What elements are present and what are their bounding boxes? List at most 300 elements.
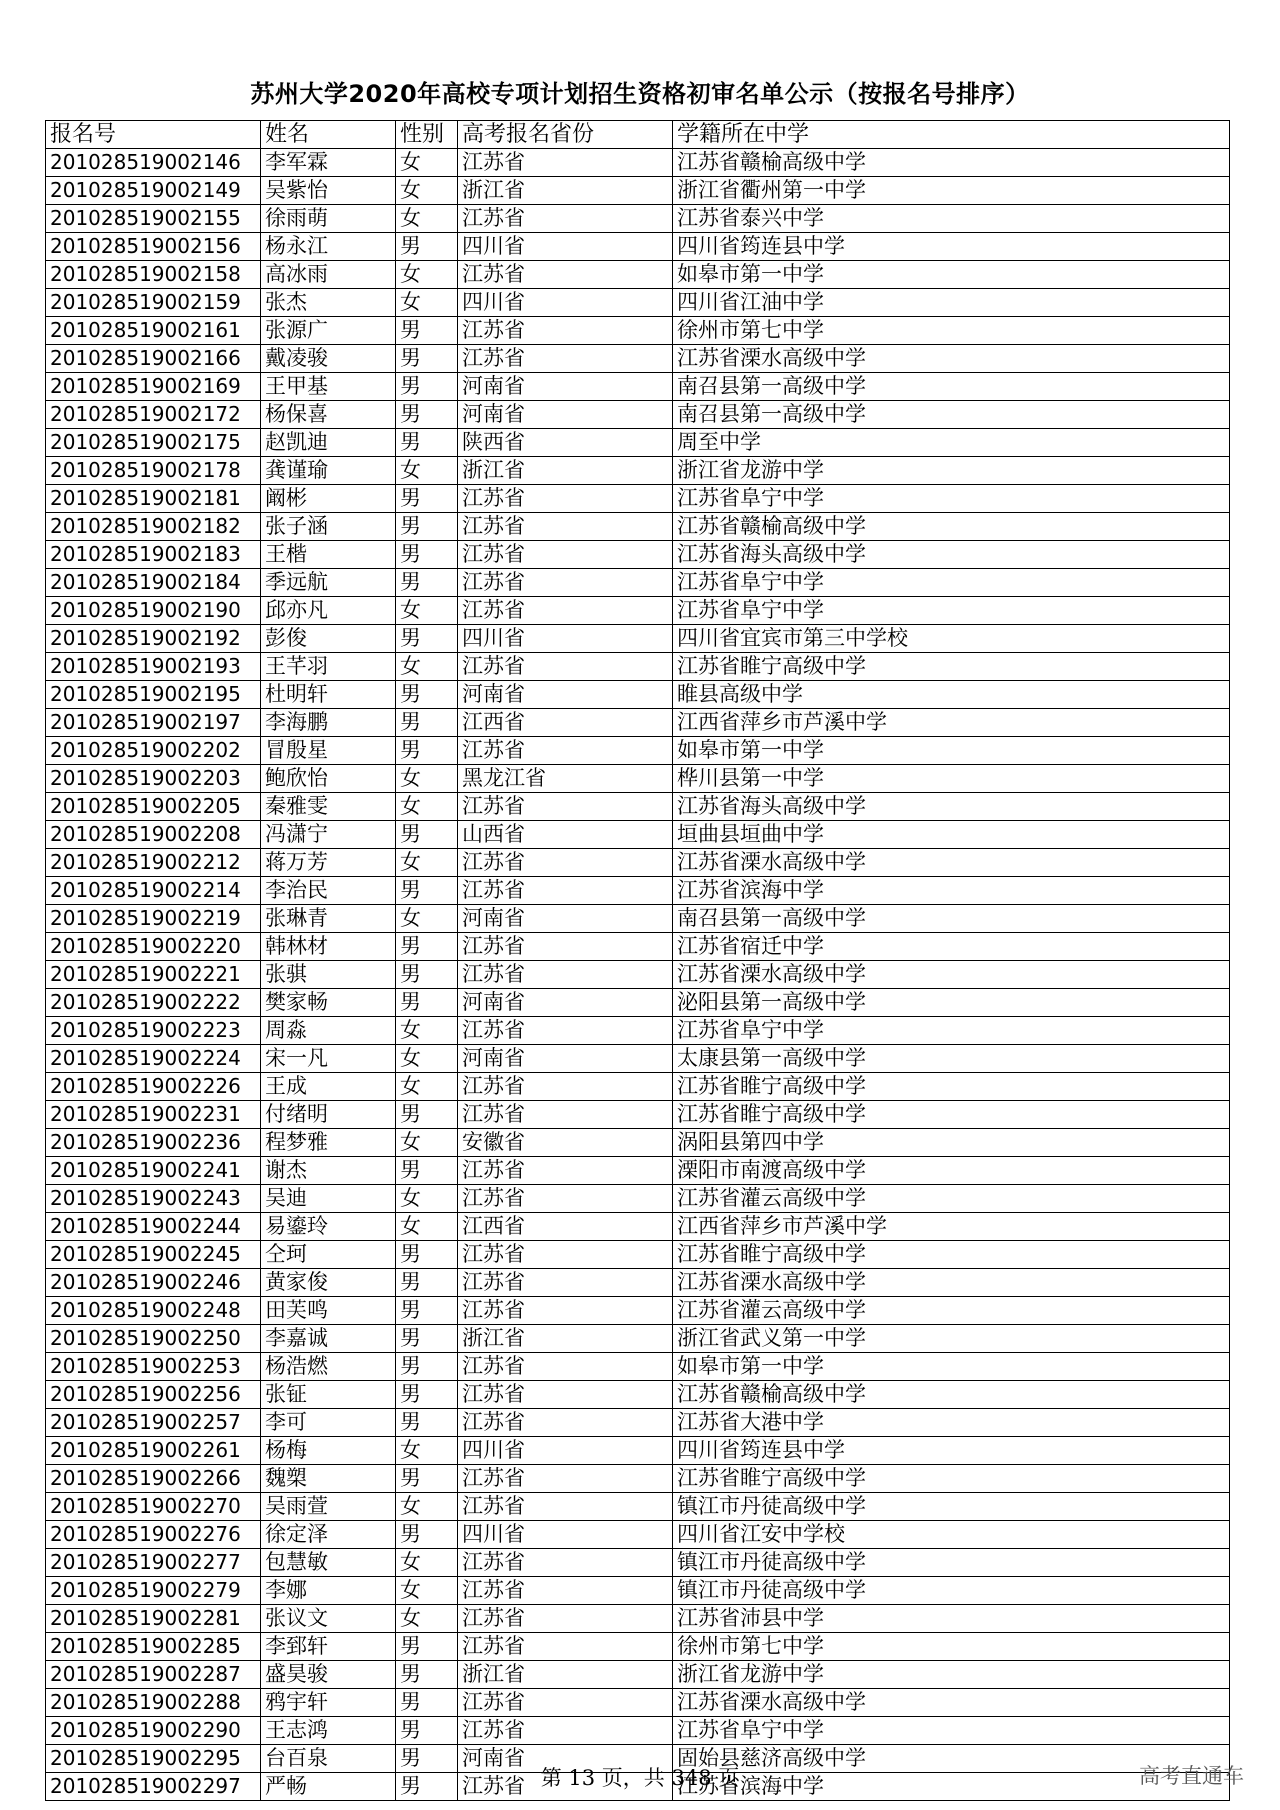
- gender-cell: 女: [396, 1213, 458, 1241]
- school-cell: 四川省江油中学: [673, 289, 1230, 317]
- registration-id-cell: 201028519002156: [46, 233, 261, 261]
- school-cell: 四川省筠连县中学: [673, 233, 1230, 261]
- province-cell: 四川省: [458, 1521, 673, 1549]
- table-row: [46, 1409, 1230, 1437]
- name-cell: 赵凯迪: [261, 429, 396, 457]
- gender-cell: 男: [396, 1717, 458, 1745]
- school-cell: 桦川县第一中学: [673, 765, 1230, 793]
- table-row: [46, 1689, 1230, 1717]
- table-row: [46, 149, 1230, 177]
- province-cell: 江西省: [458, 1213, 673, 1241]
- name-cell: 冒殷星: [261, 737, 396, 765]
- registration-id-cell: 201028519002219: [46, 905, 261, 933]
- name-cell: 仝珂: [261, 1241, 396, 1269]
- name-cell: 吴迪: [261, 1185, 396, 1213]
- registration-id-cell: 201028519002149: [46, 177, 261, 205]
- registration-id-cell: 201028519002184: [46, 569, 261, 597]
- table-row: [46, 457, 1230, 485]
- table-row: [46, 625, 1230, 653]
- province-cell: 黑龙江省: [458, 765, 673, 793]
- name-cell: 张子涵: [261, 513, 396, 541]
- registration-id-cell: 201028519002169: [46, 373, 261, 401]
- name-cell: 杨浩燃: [261, 1353, 396, 1381]
- province-cell: 四川省: [458, 1437, 673, 1465]
- school-cell: 江苏省灌云高级中学: [673, 1297, 1230, 1325]
- registration-id-cell: 201028519002182: [46, 513, 261, 541]
- province-cell: 江苏省: [458, 1633, 673, 1661]
- name-cell: 张源广: [261, 317, 396, 345]
- school-cell: 江苏省溧水高级中学: [673, 345, 1230, 373]
- school-cell: 江苏省阜宁中学: [673, 597, 1230, 625]
- gender-cell: 男: [396, 1157, 458, 1185]
- registration-id-cell: 201028519002190: [46, 597, 261, 625]
- school-cell: 如皋市第一中学: [673, 261, 1230, 289]
- column-header-registration-id: 报名号: [46, 121, 261, 149]
- school-cell: 江西省萍乡市芦溪中学: [673, 1213, 1230, 1241]
- name-cell: 邱亦凡: [261, 597, 396, 625]
- province-cell: 河南省: [458, 989, 673, 1017]
- province-cell: 江苏省: [458, 1381, 673, 1409]
- school-cell: 周至中学: [673, 429, 1230, 457]
- table-row: [46, 597, 1230, 625]
- registration-id-cell: 201028519002257: [46, 1409, 261, 1437]
- watermark: 高考直通车: [1139, 1764, 1244, 1788]
- table-row: [46, 1017, 1230, 1045]
- school-cell: 如皋市第一中学: [673, 737, 1230, 765]
- name-cell: 杜明轩: [261, 681, 396, 709]
- school-cell: 江苏省大港中学: [673, 1409, 1230, 1437]
- school-cell: 四川省宜宾市第三中学校: [673, 625, 1230, 653]
- school-cell: 江苏省睢宁高级中学: [673, 1465, 1230, 1493]
- table-row: [46, 1381, 1230, 1409]
- province-cell: 河南省: [458, 1045, 673, 1073]
- registration-id-cell: 201028519002253: [46, 1353, 261, 1381]
- registration-id-cell: 201028519002261: [46, 1437, 261, 1465]
- province-cell: 江苏省: [458, 513, 673, 541]
- table-row: [46, 205, 1230, 233]
- registration-id-cell: 201028519002197: [46, 709, 261, 737]
- registration-id-cell: 201028519002202: [46, 737, 261, 765]
- gender-cell: 男: [396, 877, 458, 905]
- province-cell: 江苏省: [458, 1577, 673, 1605]
- table-row: [46, 653, 1230, 681]
- table-row: [46, 849, 1230, 877]
- school-cell: 四川省江安中学校: [673, 1521, 1230, 1549]
- province-cell: 江苏省: [458, 1605, 673, 1633]
- gender-cell: 男: [396, 429, 458, 457]
- school-cell: 江苏省睢宁高级中学: [673, 1101, 1230, 1129]
- column-header-school: 学籍所在中学: [673, 121, 1230, 149]
- table-row: [46, 737, 1230, 765]
- school-cell: 浙江省武义第一中学: [673, 1325, 1230, 1353]
- gender-cell: 女: [396, 149, 458, 177]
- province-cell: 江苏省: [458, 261, 673, 289]
- name-cell: 程梦雅: [261, 1129, 396, 1157]
- school-cell: 江苏省宿迁中学: [673, 933, 1230, 961]
- province-cell: 江苏省: [458, 1241, 673, 1269]
- school-cell: 南召县第一高级中学: [673, 373, 1230, 401]
- registration-id-cell: 201028519002244: [46, 1213, 261, 1241]
- gender-cell: 女: [396, 1017, 458, 1045]
- gender-cell: 男: [396, 1661, 458, 1689]
- registration-id-cell: 201028519002226: [46, 1073, 261, 1101]
- province-cell: 四川省: [458, 289, 673, 317]
- registration-id-cell: 201028519002172: [46, 401, 261, 429]
- name-cell: 秦雅雯: [261, 793, 396, 821]
- registration-id-cell: 201028519002288: [46, 1689, 261, 1717]
- registration-id-cell: 201028519002220: [46, 933, 261, 961]
- gender-cell: 女: [396, 1605, 458, 1633]
- province-cell: 江苏省: [458, 1549, 673, 1577]
- registration-id-cell: 201028519002222: [46, 989, 261, 1017]
- school-cell: 四川省筠连县中学: [673, 1437, 1230, 1465]
- province-cell: 河南省: [458, 401, 673, 429]
- name-cell: 李嘉诚: [261, 1325, 396, 1353]
- province-cell: 四川省: [458, 233, 673, 261]
- table-row: [46, 793, 1230, 821]
- candidate-table: [45, 120, 1230, 1801]
- registration-id-cell: 201028519002276: [46, 1521, 261, 1549]
- school-cell: 溧阳市南渡高级中学: [673, 1157, 1230, 1185]
- table-row: [46, 345, 1230, 373]
- table-row: [46, 373, 1230, 401]
- name-cell: 杨梅: [261, 1437, 396, 1465]
- school-cell: 江苏省滨海中学: [673, 1773, 1230, 1801]
- registration-id-cell: 201028519002208: [46, 821, 261, 849]
- province-cell: 河南省: [458, 681, 673, 709]
- school-cell: 江苏省赣榆高级中学: [673, 513, 1230, 541]
- registration-id-cell: 201028519002195: [46, 681, 261, 709]
- province-cell: 浙江省: [458, 1661, 673, 1689]
- gender-cell: 女: [396, 793, 458, 821]
- province-cell: 江苏省: [458, 1409, 673, 1437]
- gender-cell: 女: [396, 653, 458, 681]
- page-title: 苏州大学2020年高校专项计划招生资格初审名单公示（按报名号排序）: [250, 80, 1030, 108]
- gender-cell: 男: [396, 513, 458, 541]
- school-cell: 江苏省滨海中学: [673, 877, 1230, 905]
- table-row: [46, 1073, 1230, 1101]
- table-row: [46, 1129, 1230, 1157]
- name-cell: 戴凌骏: [261, 345, 396, 373]
- gender-cell: 男: [396, 373, 458, 401]
- table-row: [46, 1325, 1230, 1353]
- registration-id-cell: 201028519002158: [46, 261, 261, 289]
- province-cell: 江苏省: [458, 849, 673, 877]
- name-cell: 樊家畅: [261, 989, 396, 1017]
- name-cell: 宋一凡: [261, 1045, 396, 1073]
- name-cell: 李治民: [261, 877, 396, 905]
- gender-cell: 男: [396, 345, 458, 373]
- province-cell: 江苏省: [458, 1353, 673, 1381]
- school-cell: 江苏省睢宁高级中学: [673, 653, 1230, 681]
- school-cell: 江苏省赣榆高级中学: [673, 149, 1230, 177]
- name-cell: 盛昊骏: [261, 1661, 396, 1689]
- table-row: [46, 1297, 1230, 1325]
- school-cell: 江苏省溧水高级中学: [673, 1269, 1230, 1297]
- table-row: [46, 1241, 1230, 1269]
- name-cell: 龚谨瑜: [261, 457, 396, 485]
- table-row: [46, 513, 1230, 541]
- school-cell: 江苏省泰兴中学: [673, 205, 1230, 233]
- school-cell: 南召县第一高级中学: [673, 401, 1230, 429]
- school-cell: 江苏省睢宁高级中学: [673, 1241, 1230, 1269]
- name-cell: 阚彬: [261, 485, 396, 513]
- school-cell: 睢县高级中学: [673, 681, 1230, 709]
- gender-cell: 女: [396, 289, 458, 317]
- name-cell: 田芙鸣: [261, 1297, 396, 1325]
- table-row: [46, 541, 1230, 569]
- school-cell: 镇江市丹徒高级中学: [673, 1549, 1230, 1577]
- registration-id-cell: 201028519002175: [46, 429, 261, 457]
- province-cell: 河南省: [458, 373, 673, 401]
- name-cell: 魏槊: [261, 1465, 396, 1493]
- school-cell: 固始县慈济高级中学: [673, 1745, 1230, 1773]
- name-cell: 鲍欣怡: [261, 765, 396, 793]
- gender-cell: 男: [396, 933, 458, 961]
- gender-cell: 女: [396, 849, 458, 877]
- table-row: [46, 1605, 1230, 1633]
- registration-id-cell: 201028519002224: [46, 1045, 261, 1073]
- registration-id-cell: 201028519002236: [46, 1129, 261, 1157]
- province-cell: 浙江省: [458, 177, 673, 205]
- province-cell: 江苏省: [458, 1157, 673, 1185]
- table-row: [46, 1101, 1230, 1129]
- registration-id-cell: 201028519002290: [46, 1717, 261, 1745]
- province-cell: 江苏省: [458, 1101, 673, 1129]
- school-cell: 江苏省沛县中学: [673, 1605, 1230, 1633]
- province-cell: 山西省: [458, 821, 673, 849]
- province-cell: 江苏省: [458, 1185, 673, 1213]
- province-cell: 江苏省: [458, 597, 673, 625]
- registration-id-cell: 201028519002295: [46, 1745, 261, 1773]
- school-cell: 江西省萍乡市芦溪中学: [673, 709, 1230, 737]
- table-row: [46, 1157, 1230, 1185]
- province-cell: 陕西省: [458, 429, 673, 457]
- registration-id-cell: 201028519002277: [46, 1549, 261, 1577]
- school-cell: 太康县第一高级中学: [673, 1045, 1230, 1073]
- gender-cell: 男: [396, 1521, 458, 1549]
- gender-cell: 女: [396, 905, 458, 933]
- school-cell: 徐州市第七中学: [673, 1633, 1230, 1661]
- gender-cell: 男: [396, 541, 458, 569]
- gender-cell: 男: [396, 1745, 458, 1773]
- table-row: [46, 1633, 1230, 1661]
- gender-cell: 女: [396, 205, 458, 233]
- name-cell: 吴紫怡: [261, 177, 396, 205]
- table-row: [46, 1493, 1230, 1521]
- province-cell: 江苏省: [458, 205, 673, 233]
- province-cell: 江苏省: [458, 933, 673, 961]
- school-cell: 江苏省睢宁高级中学: [673, 1073, 1230, 1101]
- registration-id-cell: 201028519002212: [46, 849, 261, 877]
- gender-cell: 女: [396, 765, 458, 793]
- province-cell: 江苏省: [458, 793, 673, 821]
- table-header-row: [46, 121, 1230, 149]
- table-row: [46, 1717, 1230, 1745]
- province-cell: 江苏省: [458, 1689, 673, 1717]
- registration-id-cell: 201028519002231: [46, 1101, 261, 1129]
- table-row: [46, 877, 1230, 905]
- gender-cell: 男: [396, 1465, 458, 1493]
- registration-id-cell: 201028519002205: [46, 793, 261, 821]
- registration-id-cell: 201028519002279: [46, 1577, 261, 1605]
- name-cell: 李海鹏: [261, 709, 396, 737]
- gender-cell: 男: [396, 1325, 458, 1353]
- name-cell: 鸦宇轩: [261, 1689, 396, 1717]
- name-cell: 高冰雨: [261, 261, 396, 289]
- table-row: [46, 1213, 1230, 1241]
- school-cell: 江苏省灌云高级中学: [673, 1185, 1230, 1213]
- province-cell: 江苏省: [458, 1017, 673, 1045]
- table-row: [46, 485, 1230, 513]
- school-cell: 徐州市第七中学: [673, 317, 1230, 345]
- registration-id-cell: 201028519002161: [46, 317, 261, 345]
- name-cell: 李娜: [261, 1577, 396, 1605]
- table-row: [46, 1549, 1230, 1577]
- province-cell: 江苏省: [458, 1465, 673, 1493]
- gender-cell: 女: [396, 1577, 458, 1605]
- table-row: [46, 177, 1230, 205]
- table-row: [46, 765, 1230, 793]
- gender-cell: 女: [396, 597, 458, 625]
- registration-id-cell: 201028519002159: [46, 289, 261, 317]
- table-row: [46, 317, 1230, 345]
- table-row: [46, 289, 1230, 317]
- gender-cell: 男: [396, 681, 458, 709]
- province-cell: 浙江省: [458, 1325, 673, 1353]
- gender-cell: 男: [396, 569, 458, 597]
- name-cell: 冯潇宁: [261, 821, 396, 849]
- province-cell: 江苏省: [458, 485, 673, 513]
- registration-id-cell: 201028519002246: [46, 1269, 261, 1297]
- registration-id-cell: 201028519002203: [46, 765, 261, 793]
- table-row: [46, 933, 1230, 961]
- registration-id-cell: 201028519002287: [46, 1661, 261, 1689]
- name-cell: 张议文: [261, 1605, 396, 1633]
- registration-id-cell: 201028519002243: [46, 1185, 261, 1213]
- name-cell: 蒋万芳: [261, 849, 396, 877]
- registration-id-cell: 201028519002155: [46, 205, 261, 233]
- gender-cell: 男: [396, 989, 458, 1017]
- school-cell: 江苏省赣榆高级中学: [673, 1381, 1230, 1409]
- name-cell: 徐雨萌: [261, 205, 396, 233]
- gender-cell: 男: [396, 961, 458, 989]
- registration-id-cell: 201028519002297: [46, 1773, 261, 1801]
- gender-cell: 女: [396, 1185, 458, 1213]
- school-cell: 江苏省溧水高级中学: [673, 1689, 1230, 1717]
- province-cell: 江苏省: [458, 1493, 673, 1521]
- school-cell: 镇江市丹徒高级中学: [673, 1577, 1230, 1605]
- school-cell: 江苏省溧水高级中学: [673, 849, 1230, 877]
- name-cell: 台百泉: [261, 1745, 396, 1773]
- table-row: [46, 1661, 1230, 1689]
- province-cell: 江西省: [458, 709, 673, 737]
- name-cell: 李军霖: [261, 149, 396, 177]
- registration-id-cell: 201028519002193: [46, 653, 261, 681]
- name-cell: 李郅轩: [261, 1633, 396, 1661]
- registration-id-cell: 201028519002221: [46, 961, 261, 989]
- province-cell: 江苏省: [458, 149, 673, 177]
- gender-cell: 男: [396, 317, 458, 345]
- name-cell: 杨保喜: [261, 401, 396, 429]
- school-cell: 南召县第一高级中学: [673, 905, 1230, 933]
- province-cell: 浙江省: [458, 457, 673, 485]
- table-row: [46, 821, 1230, 849]
- table-row: [46, 1185, 1230, 1213]
- name-cell: 黄家俊: [261, 1269, 396, 1297]
- name-cell: 吴雨萱: [261, 1493, 396, 1521]
- school-cell: 江苏省溧水高级中学: [673, 961, 1230, 989]
- table-row: [46, 1045, 1230, 1073]
- school-cell: 涡阳县第四中学: [673, 1129, 1230, 1157]
- school-cell: 浙江省龙游中学: [673, 1661, 1230, 1689]
- registration-id-cell: 201028519002146: [46, 149, 261, 177]
- province-cell: 江苏省: [458, 1073, 673, 1101]
- school-cell: 江苏省阜宁中学: [673, 485, 1230, 513]
- school-cell: 江苏省阜宁中学: [673, 569, 1230, 597]
- gender-cell: 女: [396, 1129, 458, 1157]
- table-row: [46, 1269, 1230, 1297]
- name-cell: 李可: [261, 1409, 396, 1437]
- province-cell: 安徽省: [458, 1129, 673, 1157]
- registration-id-cell: 201028519002223: [46, 1017, 261, 1045]
- column-header-name: 姓名: [261, 121, 396, 149]
- name-cell: 徐定泽: [261, 1521, 396, 1549]
- school-cell: 江苏省阜宁中学: [673, 1717, 1230, 1745]
- registration-id-cell: 201028519002178: [46, 457, 261, 485]
- column-header-gender: 性别: [396, 121, 458, 149]
- gender-cell: 男: [396, 1409, 458, 1437]
- table-row: [46, 681, 1230, 709]
- name-cell: 王芊羽: [261, 653, 396, 681]
- name-cell: 王成: [261, 1073, 396, 1101]
- registration-id-cell: 201028519002270: [46, 1493, 261, 1521]
- name-cell: 包慧敏: [261, 1549, 396, 1577]
- name-cell: 杨永江: [261, 233, 396, 261]
- registration-id-cell: 201028519002181: [46, 485, 261, 513]
- province-cell: 四川省: [458, 625, 673, 653]
- table-row: [46, 1465, 1230, 1493]
- province-cell: 江苏省: [458, 1297, 673, 1325]
- name-cell: 张骐: [261, 961, 396, 989]
- name-cell: 严畅: [261, 1773, 396, 1801]
- school-cell: 如皋市第一中学: [673, 1353, 1230, 1381]
- table-row: [46, 905, 1230, 933]
- registration-id-cell: 201028519002248: [46, 1297, 261, 1325]
- name-cell: 王甲基: [261, 373, 396, 401]
- name-cell: 周淼: [261, 1017, 396, 1045]
- table-row: [46, 233, 1230, 261]
- school-cell: 浙江省衢州第一中学: [673, 177, 1230, 205]
- name-cell: 张钲: [261, 1381, 396, 1409]
- gender-cell: 男: [396, 485, 458, 513]
- province-cell: 江苏省: [458, 541, 673, 569]
- registration-id-cell: 201028519002241: [46, 1157, 261, 1185]
- school-cell: 江苏省阜宁中学: [673, 1017, 1230, 1045]
- table-row: [46, 429, 1230, 457]
- table-row: [46, 961, 1230, 989]
- registration-id-cell: 201028519002166: [46, 345, 261, 373]
- registration-id-cell: 201028519002266: [46, 1465, 261, 1493]
- school-cell: 江苏省海头高级中学: [673, 541, 1230, 569]
- province-cell: 江苏省: [458, 1773, 673, 1801]
- gender-cell: 男: [396, 1101, 458, 1129]
- gender-cell: 男: [396, 1633, 458, 1661]
- gender-cell: 男: [396, 709, 458, 737]
- table-row: [46, 1521, 1230, 1549]
- name-cell: 彭俊: [261, 625, 396, 653]
- page-footer: 第 13 页，共 348 页: [540, 1766, 740, 1790]
